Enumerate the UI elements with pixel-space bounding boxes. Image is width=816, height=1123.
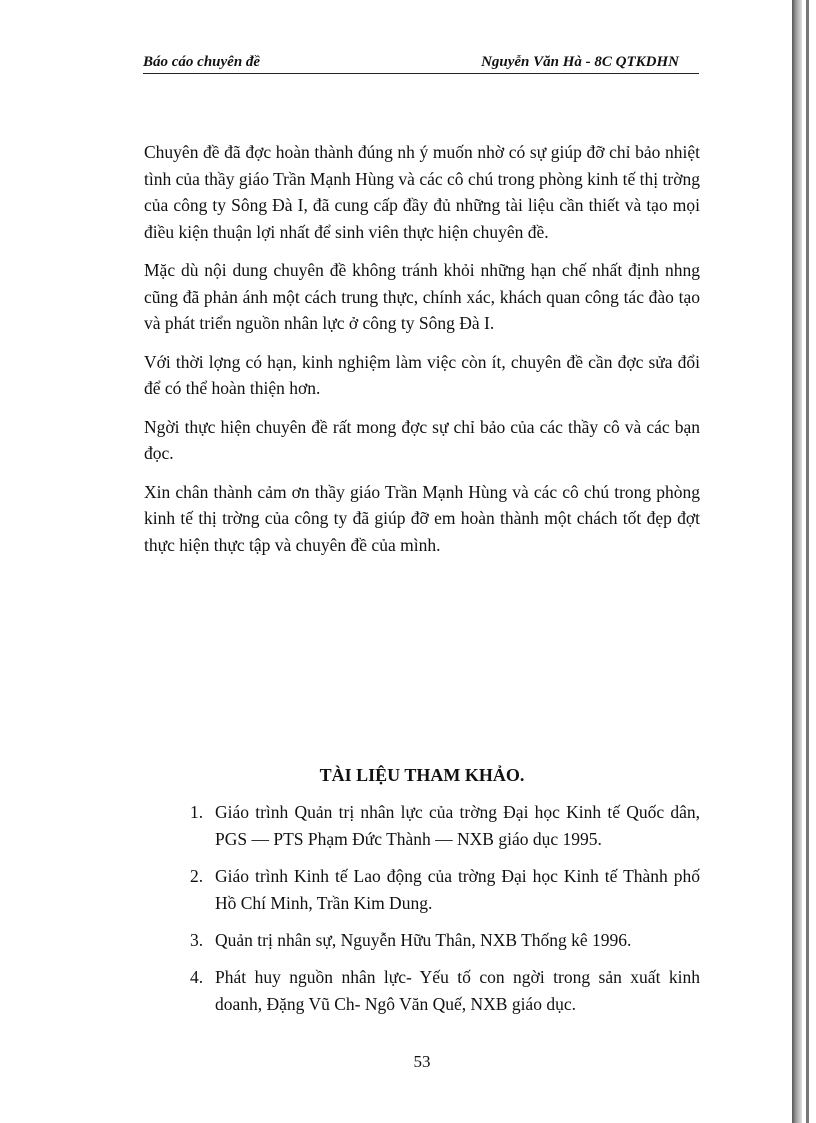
- reference-item: [190, 799, 700, 853]
- reference-text: Quản trị nhân sự, Nguyễn Hữu Thân, NXB Thống kê 1996.: [215, 930, 632, 950]
- paragraph: Ngời thực hiện chuyên đề rất mong đợc sự chỉ bảo của các thầy cô và các bạn đọc.: [144, 416, 700, 463]
- references-list: [190, 799, 700, 1028]
- reference-item: [190, 863, 700, 917]
- reference-item: [190, 927, 700, 954]
- paragraph: Với thời lợng có hạn, kinh nghiệm làm việc còn ít, chuyên đề cần đợc sửa đổi để có thể hoàn thiện hơn.: [144, 351, 700, 398]
- paragraph: Xin chân thành cảm ơn thầy giáo Trần Mạnh Hùng và các cô chú trong phòng kinh tế thị trờng của công ty đã giúp đỡ em hoàn thành một chách tốt đẹp đợt thực hiện thực tập và chuyên đề của mình.: [144, 481, 700, 555]
- reference-number: 4.: [190, 967, 204, 987]
- page-edge-shadow: [792, 0, 802, 1123]
- acknowledgement-section: [144, 139, 700, 570]
- reference-text: Phát huy nguồn nhân lực- Yếu tố con ngời trong sản xuất kinh doanh, Đặng Vũ Ch- Ngô Văn Quế, NXB giáo dục.: [215, 967, 700, 1014]
- reference-item: [190, 964, 700, 1018]
- page-header: [143, 51, 699, 74]
- header-author: Nguyễn Văn Hà - 8C QTKDHN: [481, 54, 679, 70]
- paragraph: Mặc dù nội dung chuyên đề không tránh khỏi những hạn chế nhất định nhng cũng đã phản ánh một cách trung thực, chính xác, khách quan công tác đào tạo và phát triển nguồn nhân lực ở công ty Sông Đà I.: [144, 260, 700, 333]
- reference-number: 2.: [190, 866, 204, 886]
- paragraph: Chuyên đề đã đợc hoàn thành đúng nh ý muốn nhờ có sự giúp đỡ chỉ bảo nhiệt tình của thầy giáo Trần Mạnh Hùng và các cô chú trong phòng kinh tế thị trờng của công ty Sông Đà I, đã cung cấp đầy đủ những tài liệu cần thiết và tạo mọi điều kiện thuận lợi nhất để sinh viên thực hiện chuyên đề.: [144, 142, 700, 242]
- page-number: 53: [413, 1052, 431, 1071]
- reference-text: Giáo trình Kinh tế Lao động của trờng Đại học Kinh tế Thành phố Hồ Chí Minh, Trần Kim Dung.: [215, 866, 700, 913]
- page-edge-line: [806, 0, 809, 1123]
- header-report-title: Báo cáo chuyên đề: [143, 54, 261, 70]
- reference-number: 3.: [190, 930, 204, 950]
- reference-number: 1.: [190, 802, 204, 822]
- references-title: TÀI LIỆU THAM KHẢO.: [319, 765, 525, 785]
- reference-text: Giáo trình Quản trị nhân lực của trờng Đại học Kinh tế Quốc dân, PGS — PTS Phạm Đức Thành — NXB giáo dục 1995.: [215, 802, 700, 849]
